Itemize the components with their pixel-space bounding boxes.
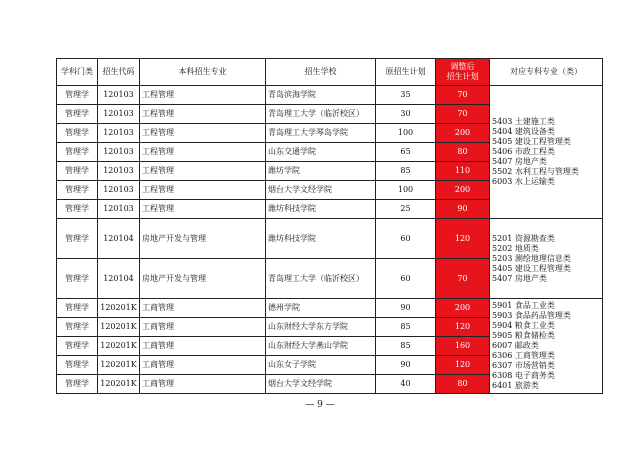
matching-major-item: 5903 食品药品管理类 xyxy=(492,311,571,320)
adjusted-plan-cell: 110 xyxy=(436,162,490,181)
matching-major-item: 5407 房地产类 xyxy=(492,157,547,166)
adjusted-plan-cell: 160 xyxy=(436,337,490,356)
matching-major-item: 5201 资源勘查类 xyxy=(492,233,555,243)
header-row xyxy=(57,59,603,86)
discipline-cell: 管理学 xyxy=(57,105,98,124)
major-cell: 工商管理 xyxy=(140,299,266,318)
original-plan-cell: 60 xyxy=(376,219,436,259)
header-adjusted-plan xyxy=(436,59,490,86)
code-cell: 120201K xyxy=(98,318,140,337)
school-cell: 潍坊科技学院 xyxy=(266,219,376,259)
code-cell: 120201K xyxy=(98,375,140,394)
adjusted-plan-cell: 200 xyxy=(436,181,490,200)
matching-major-item: 6401 旅游类 xyxy=(492,381,539,390)
original-plan-cell: 100 xyxy=(376,124,436,143)
original-plan-cell: 60 xyxy=(376,259,436,299)
original-plan-cell: 35 xyxy=(376,86,436,105)
adjusted-plan-cell: 120 xyxy=(436,318,490,337)
adjusted-plan-cell: 120 xyxy=(436,356,490,375)
adjusted-plan-cell: 70 xyxy=(436,259,490,299)
school-cell: 青岛理工大学（临沂校区） xyxy=(266,259,376,299)
discipline-cell: 管理学 xyxy=(57,299,98,318)
header-discipline: 学科门类 xyxy=(57,59,98,86)
adjusted-plan-cell: 80 xyxy=(436,375,490,394)
major-cell: 工商管理 xyxy=(140,375,266,394)
original-plan-cell: 85 xyxy=(376,162,436,181)
major-cell: 工程管理 xyxy=(140,200,266,219)
adjusted-plan-cell: 70 xyxy=(436,86,490,105)
matching-major-item: 6306 工商管理类 xyxy=(492,351,555,360)
adjusted-plan-cell: 90 xyxy=(436,200,490,219)
major-cell: 工程管理 xyxy=(140,162,266,181)
matching-major-item: 5406 市政工程类 xyxy=(492,147,555,156)
school-cell: 山东财经大学东方学院 xyxy=(266,318,376,337)
discipline-cell: 管理学 xyxy=(57,162,98,181)
code-cell: 120201K xyxy=(98,356,140,375)
code-cell: 120104 xyxy=(98,219,140,259)
major-cell: 工商管理 xyxy=(140,356,266,375)
matching-major-item: 5407 房地产类 xyxy=(492,273,547,283)
discipline-cell: 管理学 xyxy=(57,259,98,299)
original-plan-cell: 25 xyxy=(376,200,436,219)
admission-plan-table xyxy=(56,58,603,394)
major-cell: 工商管理 xyxy=(140,318,266,337)
matching-major-item: 5203 测绘地理信息类 xyxy=(492,253,571,263)
matching-major-item: 5405 建设工程管理类 xyxy=(492,137,571,146)
code-cell: 120201K xyxy=(98,337,140,356)
header-adjusted-line2: 招生计划 xyxy=(446,72,479,81)
major-cell: 房地产开发与管理 xyxy=(140,259,266,299)
major-cell: 工程管理 xyxy=(140,86,266,105)
adjusted-plan-cell: 80 xyxy=(436,143,490,162)
code-cell: 120104 xyxy=(98,259,140,299)
header-original-plan: 原招生计划 xyxy=(376,59,436,86)
page-number: — 9 — xyxy=(305,400,335,410)
adjusted-plan-cell: 70 xyxy=(436,105,490,124)
school-cell: 青岛滨海学院 xyxy=(266,86,376,105)
matching-major-item: 5403 土建施工类 xyxy=(492,117,555,126)
discipline-cell: 管理学 xyxy=(57,356,98,375)
header-code: 招生代码 xyxy=(98,59,140,86)
major-cell: 工程管理 xyxy=(140,143,266,162)
original-plan-cell: 90 xyxy=(376,356,436,375)
table-row xyxy=(57,86,603,105)
discipline-cell: 管理学 xyxy=(57,337,98,356)
discipline-cell: 管理学 xyxy=(57,375,98,394)
header-major: 本科招生专业 xyxy=(140,59,266,86)
school-cell: 德州学院 xyxy=(266,299,376,318)
discipline-cell: 管理学 xyxy=(57,124,98,143)
original-plan-cell: 65 xyxy=(376,143,436,162)
matching-major-item: 6308 电子商务类 xyxy=(492,371,555,380)
major-cell: 房地产开发与管理 xyxy=(140,219,266,259)
header-school: 招生学校 xyxy=(266,59,376,86)
code-cell: 120103 xyxy=(98,181,140,200)
matching-majors-cell xyxy=(490,86,603,219)
original-plan-cell: 85 xyxy=(376,318,436,337)
matching-major-item: 5905 粮食储检类 xyxy=(492,331,555,340)
matching-major-item: 5405 建设工程管理类 xyxy=(492,263,571,273)
school-cell: 潍坊科技学院 xyxy=(266,200,376,219)
adjusted-plan-cell: 120 xyxy=(436,219,490,259)
matching-major-item: 6307 市场营销类 xyxy=(492,361,555,370)
original-plan-cell: 30 xyxy=(376,105,436,124)
discipline-cell: 管理学 xyxy=(57,318,98,337)
school-cell: 烟台大学文经学院 xyxy=(266,181,376,200)
original-plan-cell: 90 xyxy=(376,299,436,318)
major-cell: 工程管理 xyxy=(140,105,266,124)
discipline-cell: 管理学 xyxy=(57,200,98,219)
table-row xyxy=(57,299,603,318)
code-cell: 120103 xyxy=(98,200,140,219)
code-cell: 120103 xyxy=(98,162,140,181)
school-cell: 烟台大学文经学院 xyxy=(266,375,376,394)
matching-major-item: 5904 粮食工业类 xyxy=(492,321,555,330)
matching-major-item: 5202 地质类 xyxy=(492,243,539,253)
adjusted-plan-cell: 200 xyxy=(436,299,490,318)
discipline-cell: 管理学 xyxy=(57,143,98,162)
matching-majors-cell xyxy=(490,219,603,299)
table-row xyxy=(57,219,603,259)
original-plan-cell: 85 xyxy=(376,337,436,356)
school-cell: 山东交通学院 xyxy=(266,143,376,162)
discipline-cell: 管理学 xyxy=(57,219,98,259)
original-plan-cell: 40 xyxy=(376,375,436,394)
school-cell: 山东女子学院 xyxy=(266,356,376,375)
school-cell: 山东财经大学燕山学院 xyxy=(266,337,376,356)
code-cell: 120103 xyxy=(98,105,140,124)
school-cell: 潍坊学院 xyxy=(266,162,376,181)
matching-major-item: 5502 水利工程与管理类 xyxy=(492,167,579,176)
matching-major-item: 6007 邮政类 xyxy=(492,341,539,350)
school-cell: 青岛理工大学琴岛学院 xyxy=(266,124,376,143)
school-cell: 青岛理工大学（临沂校区） xyxy=(266,105,376,124)
original-plan-cell: 100 xyxy=(376,181,436,200)
matching-majors-cell xyxy=(490,299,603,394)
code-cell: 120201K xyxy=(98,299,140,318)
major-cell: 工程管理 xyxy=(140,124,266,143)
discipline-cell: 管理学 xyxy=(57,181,98,200)
major-cell: 工程管理 xyxy=(140,181,266,200)
matching-major-item: 5404 建筑设备类 xyxy=(492,127,555,136)
adjusted-plan-cell: 200 xyxy=(436,124,490,143)
discipline-cell: 管理学 xyxy=(57,86,98,105)
table-body xyxy=(57,86,603,394)
code-cell: 120103 xyxy=(98,143,140,162)
header-adjusted-line1: 调整后 xyxy=(450,62,475,71)
major-cell: 工商管理 xyxy=(140,337,266,356)
matching-major-item: 6003 水上运输类 xyxy=(492,177,555,186)
matching-major-item: 5901 食品工业类 xyxy=(492,301,555,310)
code-cell: 120103 xyxy=(98,124,140,143)
code-cell: 120103 xyxy=(98,86,140,105)
header-matching-majors: 对应专科专业（类） xyxy=(490,59,603,86)
